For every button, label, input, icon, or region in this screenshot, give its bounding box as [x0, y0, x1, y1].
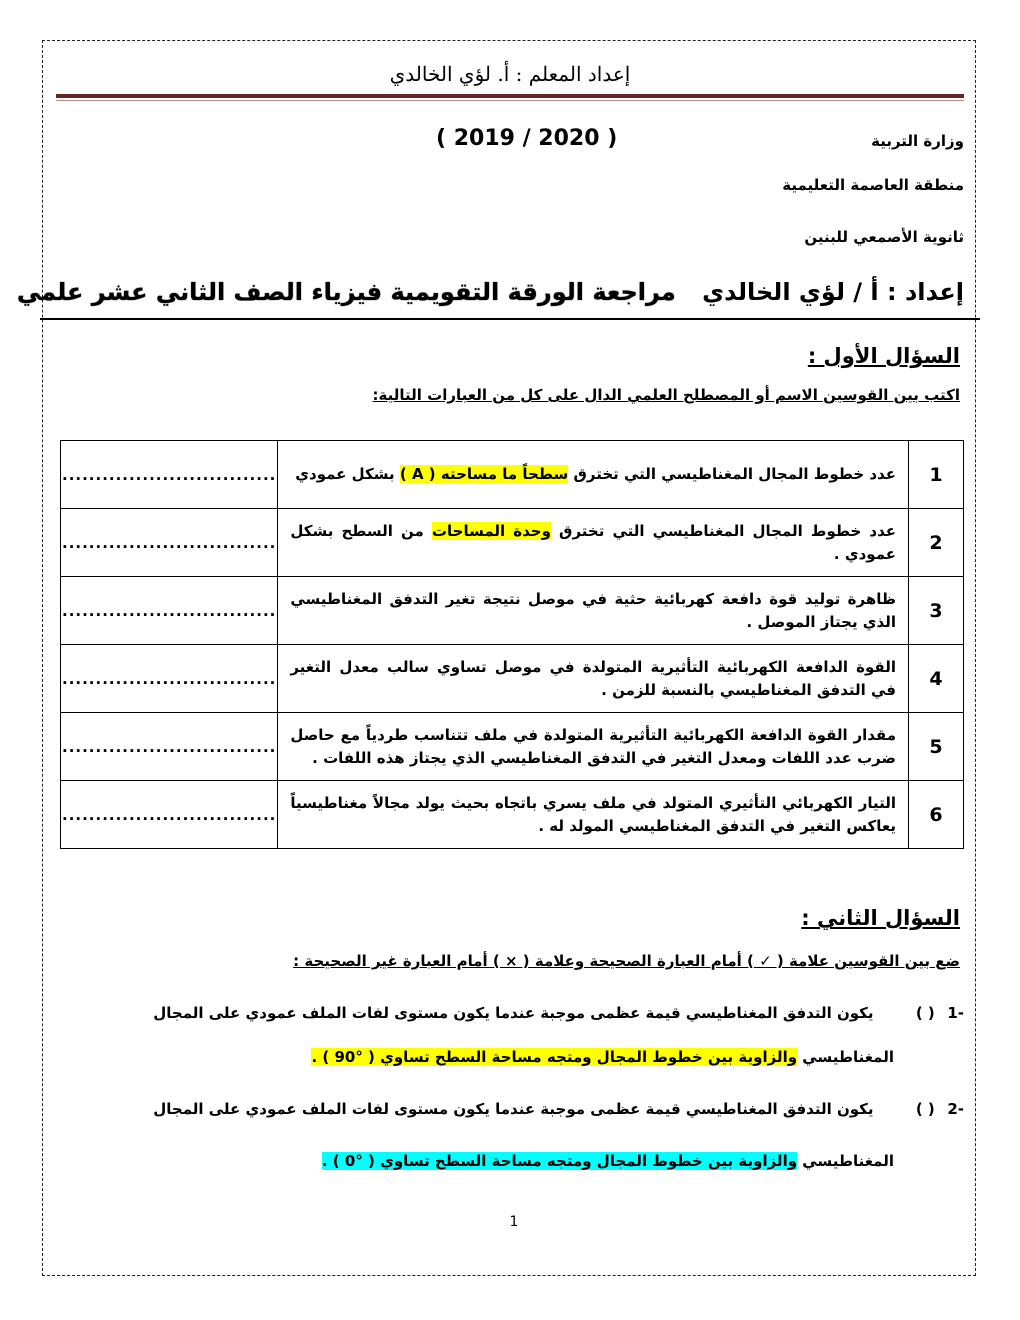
table-row [61, 441, 964, 509]
page-number: 1 [509, 1214, 519, 1230]
highlighted-text: والزاوية بين خطوط المجال ومتجه مساحة السطح تساوي ( °0 ) . [321, 1152, 798, 1170]
row-number: 3 [909, 577, 964, 645]
statement-text: عدد خطوط المجال المغناطيسي التي تخترق [568, 465, 896, 483]
prepared-by: إعداد : أ / لؤي الخالدي [702, 278, 964, 306]
statement-text: من السطح بشكل عمودي . [290, 521, 896, 563]
document-title [17, 278, 964, 306]
q2-heading: السؤال الثاني : [801, 906, 960, 930]
tf-item-number: -2 [947, 1100, 964, 1118]
answer-parens[interactable]: ( ) [915, 1004, 935, 1022]
row-statement [278, 781, 909, 849]
tf-statement-continued: المغناطيسي [797, 1048, 894, 1066]
statement-text: بشكل عمودي [295, 465, 400, 483]
tf-item-number: -1 [947, 1004, 964, 1022]
tf-item-2 [56, 1098, 964, 1120]
q1-heading: السؤال الأول : [807, 344, 960, 368]
row-statement [278, 577, 909, 645]
author-header: إعداد المعلم : أ. لؤي الخالدي [389, 62, 631, 86]
tf-statement: يكون التدفق المغناطيسي قيمة عظمى موجبة عندما يكون مستوى لفات الملف عمودي على المجال [153, 1004, 874, 1022]
row-statement [278, 441, 909, 509]
header-rule [56, 94, 964, 98]
row-number: 5 [909, 713, 964, 781]
statement-text: التيار الكهربائي التأثيري المتولد في ملف يسري باتجاه بحيث يولد مجالاً مغناطيسياً يعاكس التغير في التدفق المغناطيسي المولد له . [290, 793, 896, 835]
row-statement [278, 645, 909, 713]
ministry-name: وزارة التربية [871, 132, 964, 150]
answer-blank[interactable]: ................................ [61, 645, 278, 713]
district-name: منطقة العاصمة التعليمية [782, 176, 964, 194]
table-row [61, 577, 964, 645]
table-row [61, 781, 964, 849]
answer-blank[interactable]: ................................ [61, 441, 278, 509]
school-name: ثانوية الأصمعي للبنين [804, 228, 964, 246]
statement-text: ظاهرة توليد قوة دافعة كهربائية حثية في موصل نتيجة تغير التدفق المغناطيسي الذي يجتاز الموصل . [290, 589, 896, 631]
definitions-table [60, 440, 964, 849]
document-page [16, 48, 964, 1268]
row-number: 4 [909, 645, 964, 713]
answer-blank[interactable]: ................................ [61, 781, 278, 849]
q2-instruction: ضع بين القوسين علامة ( ✓ ) أمام العبارة الصحيحة وعلامة ( × ) أمام العبارة غير الصحيحة : [293, 952, 960, 970]
answer-blank[interactable]: ................................ [61, 577, 278, 645]
q1-instruction: اكتب بين القوسين الاسم أو المصطلح العلمي الدال على كل من العبارات التالية: [372, 386, 960, 404]
statement-text: عدد خطوط المجال المغناطيسي التي تخترق [550, 521, 897, 540]
school-year: ( 2019 / 2020 ) [436, 126, 618, 151]
row-number: 1 [909, 441, 964, 509]
answer-parens[interactable]: ( ) [915, 1100, 935, 1118]
tf-statement: يكون التدفق المغناطيسي قيمة عظمى موجبة عندما يكون مستوى لفات الملف عمودي على المجال [153, 1100, 874, 1118]
subject-title: مراجعة الورقة التقويمية فيزياء الصف الثاني عشر علمي [16, 278, 676, 306]
table-row [61, 509, 964, 577]
table-row [61, 645, 964, 713]
highlighted-text: وحدة المساحات [431, 521, 551, 540]
table-row [61, 713, 964, 781]
statement-text: مقدار القوة الدافعة الكهربائية التأثيرية المتولدة في ملف تتناسب طردياً مع حاصل ضرب عدد اللفات ومعدل التغير في التدفق المغناطيسي الذي يجتاز هذه اللفات . [290, 725, 896, 767]
header-rule-thin [56, 100, 964, 101]
row-statement [278, 509, 909, 577]
tf-item-1 [56, 1002, 964, 1024]
row-number: 2 [909, 509, 964, 577]
answer-blank[interactable]: ................................ [61, 509, 278, 577]
statement-text: القوة الدافعة الكهربائية التأثيرية المتولدة في موصل تساوي سالب معدل التغير في التدفق المغناطيسي بالنسبة للزمن . [290, 657, 896, 699]
answer-blank[interactable]: ................................ [61, 713, 278, 781]
tf-item-1-continuation [311, 1048, 894, 1066]
tf-item-2-continuation [322, 1152, 894, 1170]
tf-statement-continued: المغناطيسي [797, 1152, 894, 1170]
title-rule [40, 318, 980, 320]
row-number: 6 [909, 781, 964, 849]
highlighted-text: والزاوية بين خطوط المجال ومتجه مساحة السطح تساوي ( °90 ) . [311, 1048, 798, 1066]
row-statement [278, 713, 909, 781]
highlighted-text: سطحاً ما مساحته ( A ) [399, 465, 569, 483]
